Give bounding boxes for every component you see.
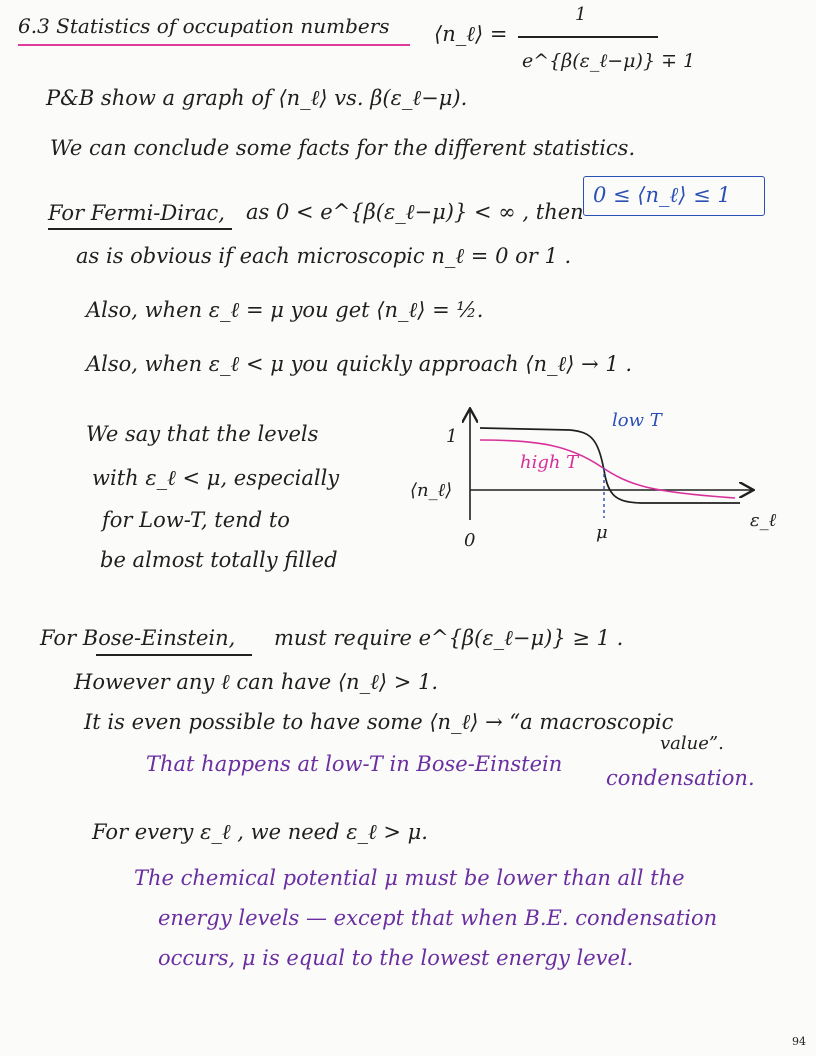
text-chem-1: The chemical potential μ must be lower than all the <box>134 866 685 890</box>
graph-low-t-label: low T <box>612 410 662 431</box>
text-also-less: Also, when ε_ℓ < μ you quickly approach ⟨n_ℓ⟩ → 1 . <box>86 352 633 376</box>
text-say-1: We say that the levels <box>86 422 319 446</box>
text-conclude: We can conclude some facts for the different statistics. <box>50 136 636 160</box>
fermi-dirac-heading: For Fermi-Dirac, <box>48 201 225 225</box>
text-condensation: condensation. <box>606 766 755 790</box>
graph-y-tick: 1 <box>446 426 458 447</box>
text-pb-graph: P&B show a graph of ⟨n_ℓ⟩ vs. β(ε_ℓ−μ). <box>46 86 468 110</box>
curve-low-t <box>480 428 740 503</box>
text-obvious: as is obvious if each microscopic n_ℓ = 0 or 1 . <box>76 244 572 268</box>
graph-high-t-label: high T <box>520 452 579 473</box>
graph-origin: 0 <box>464 530 476 551</box>
bose-einstein-requirement: must require e^{β(ε_ℓ−μ)} ≥ 1 . <box>274 626 624 650</box>
text-also-equal: Also, when ε_ℓ = μ you get ⟨n_ℓ⟩ = ½. <box>86 298 484 322</box>
fermi-dirac-result: 0 ≤ ⟨n_ℓ⟩ ≤ 1 <box>593 183 731 207</box>
text-possible: It is even possible to have some ⟨n_ℓ⟩ → “a macroscopic <box>84 710 674 734</box>
text-every-level: For every ε_ℓ , we need ε_ℓ > μ. <box>92 820 428 844</box>
text-chem-3: occurs, μ is equal to the lowest energy level. <box>158 946 634 970</box>
bose-einstein-heading: For Bose-Einstein, <box>40 626 236 650</box>
text-say-2: with ε_ℓ < μ, especially <box>92 466 340 490</box>
graph-mu: μ <box>596 522 608 543</box>
text-however: However any ℓ can have ⟨n_ℓ⟩ > 1. <box>74 670 439 694</box>
section-title: 6.3 Statistics of occupation numbers <box>18 14 390 38</box>
bose-einstein-underline <box>96 654 252 656</box>
formula-denominator: e^{β(ε_ℓ−μ)} ∓ 1 <box>522 50 696 72</box>
formula-numerator: 1 <box>575 4 587 25</box>
graph-y-label: ⟨n_ℓ⟩ <box>410 480 453 501</box>
page-number: 94 <box>792 1035 806 1048</box>
text-say-3: for Low-T, tend to <box>102 508 290 532</box>
graph-x-label: ε_ℓ <box>750 510 777 531</box>
text-say-4: be almost totally filled <box>100 548 338 572</box>
fermi-dirac-condition: as 0 < e^{β(ε_ℓ−μ)} < ∞ , then <box>246 200 584 224</box>
text-value: value”. <box>660 733 724 754</box>
formula-lhs: ⟨n_ℓ⟩ = <box>434 22 508 46</box>
text-chem-2: energy levels — except that when B.E. condensation <box>158 906 718 930</box>
x-axis <box>470 490 752 520</box>
text-happens: That happens at low-T in Bose-Einstein <box>146 752 563 776</box>
